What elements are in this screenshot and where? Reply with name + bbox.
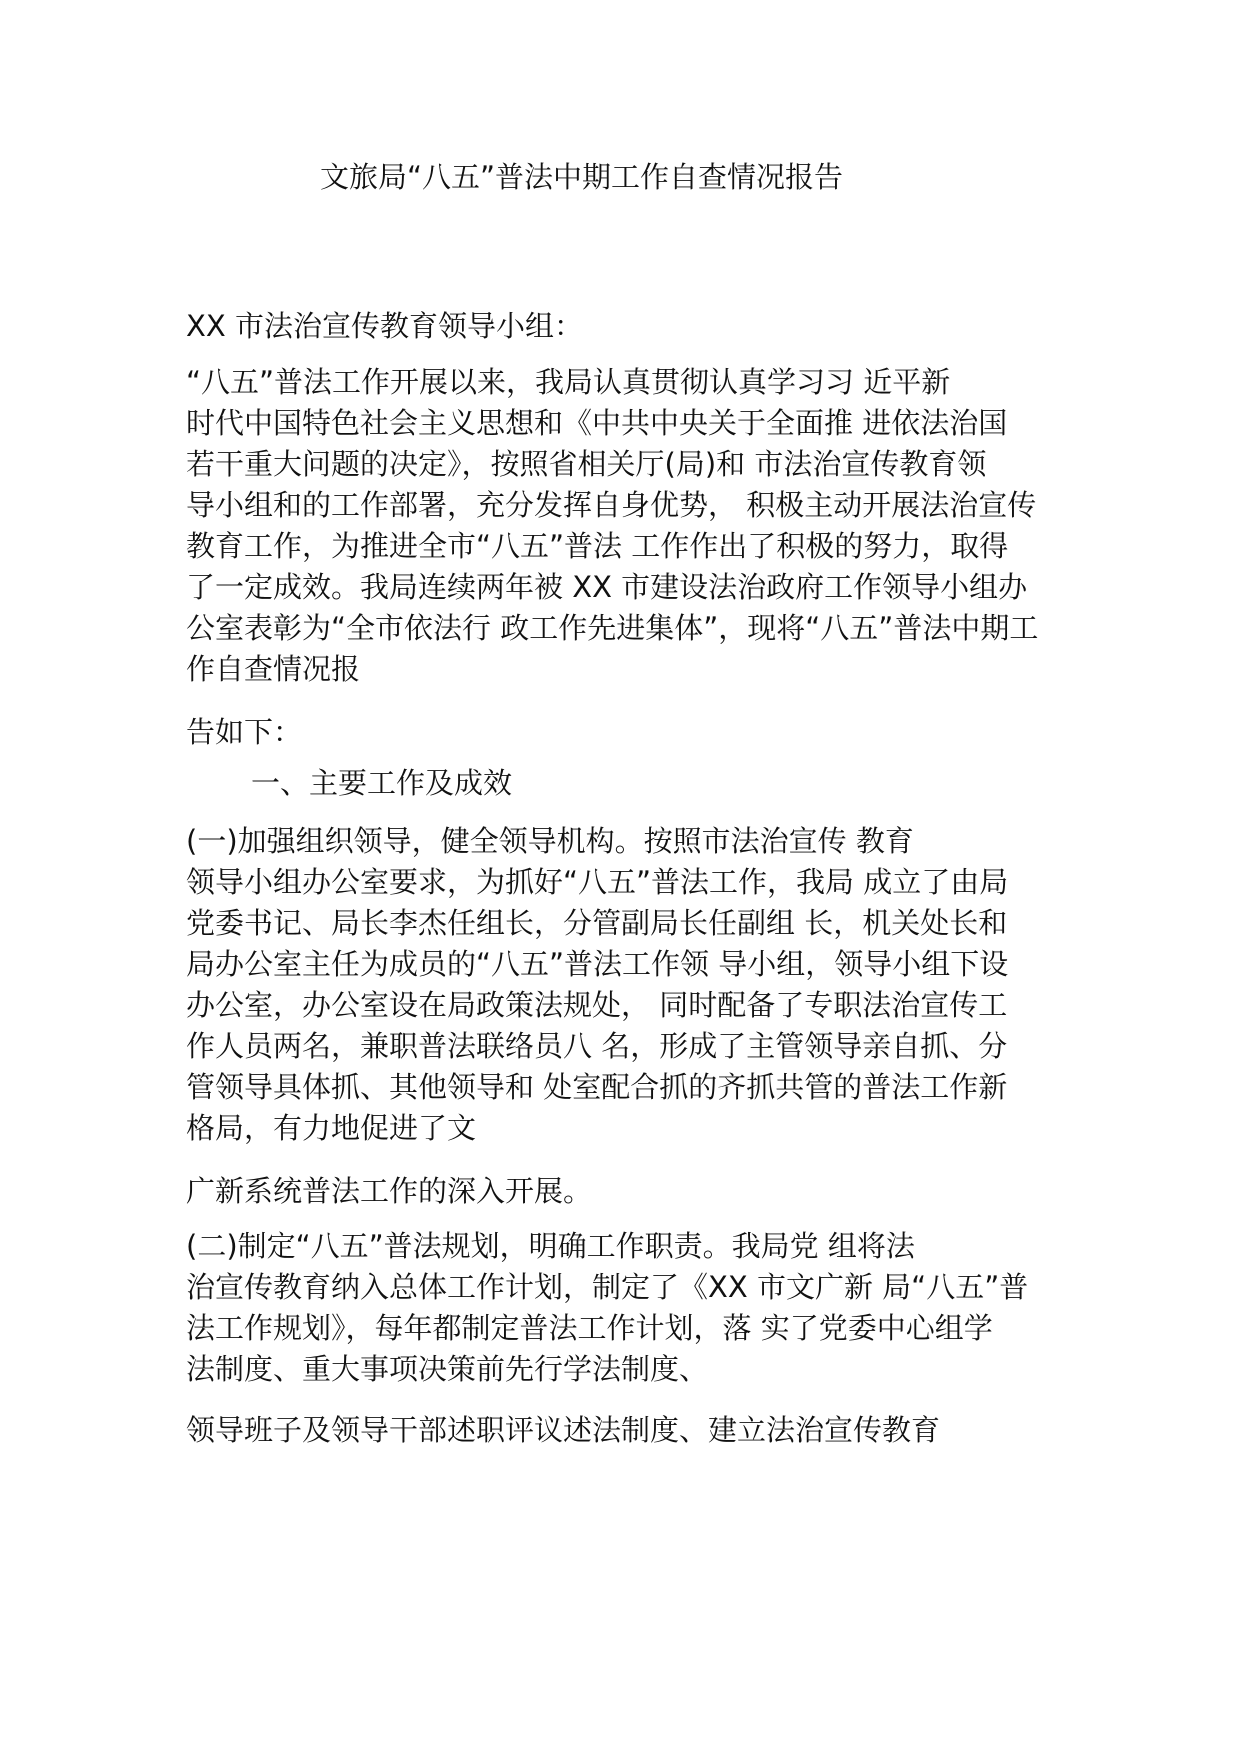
paragraph-2-line: 领导小组办公室要求，为抓好“八五”普法工作，我局 成立了由局 — [186, 865, 1009, 899]
paragraph-1-line: 若干重大问题的决定》，按照省相关厅(局)和 市法治宣传教育领 — [186, 447, 987, 481]
paragraph-3-line: 法制度、重大事项决策前先行学法制度、 — [186, 1352, 709, 1386]
paragraph-2-line: 作人员两名，兼职普法联络员八 名，形成了主管领导亲自抓、分 — [186, 1029, 1008, 1063]
paragraph-1-line: 导小组和的工作部署，充分发挥自身优势， 积极主动开展法治宣传 — [186, 488, 1037, 522]
paragraph-3-tail: 领导班子及领导干部述职评议述法制度、建立法治宣传教育 — [186, 1413, 941, 1447]
paragraph-3-line: (二)制定“八五”普法规划，明确工作职责。我局党 组将法 — [186, 1229, 915, 1263]
paragraph-2-line: 办公室，办公室设在局政策法规处， 同时配备了专职法治宣传工 — [186, 988, 1008, 1022]
paragraph-2-line: 局办公室主任为成员的“八五”普法工作领 导小组，领导小组下设 — [186, 947, 1009, 981]
paragraph-2-line: (一)加强组织领导，健全领导机构。按照市法治宣传 教育 — [186, 824, 914, 858]
paragraph-1-line: 作自查情况报 — [186, 652, 361, 686]
paragraph-1-line: 了一定成效。我局连续两年被 XX 市建设法治政府工作领导小组办 — [186, 570, 1028, 604]
paragraph-1-tail: 告如下： — [186, 715, 303, 749]
paragraph-2-line: 格局，有力地促进了文 — [186, 1111, 477, 1145]
paragraph-2-line: 管领导具体抓、其他领导和 处室配合抓的齐抓共管的普法工作新 — [186, 1070, 1008, 1104]
document-title: 文旅局“八五”普法中期工作自查情况报告 — [320, 160, 844, 194]
paragraph-2-tail: 广新系统普法工作的深入开展。 — [186, 1174, 593, 1208]
paragraph-1-line: “八五”普法工作开展以来，我局认真贯彻认真学习习 近平新 — [186, 365, 951, 399]
paragraph-1-line: 教育工作，为推进全市“八五”普法 工作作出了积极的努力，取得 — [186, 529, 1009, 563]
paragraph-1-line: 公室表彰为“全市依法行 政工作先进集体”，现将“八五”普法中期工 — [186, 611, 1039, 645]
section-heading: 一、主要工作及成效 — [251, 766, 513, 800]
paragraph-2-line: 党委书记、局长李杰任组长，分管副局长任副组 长，机关处长和 — [186, 906, 1008, 940]
paragraph-1-line: 时代中国特色社会主义思想和《中共中央关于全面推 进依法治国 — [186, 406, 1008, 440]
salutation: XX 市法治宣传教育领导小组： — [186, 309, 583, 343]
paragraph-3-line: 法工作规划》，每年都制定普法工作计划，落 实了党委中心组学 — [186, 1311, 993, 1345]
paragraph-3-line: 治宣传教育纳入总体工作计划，制定了《XX 市文广新 局“八五”普 — [186, 1270, 1029, 1304]
